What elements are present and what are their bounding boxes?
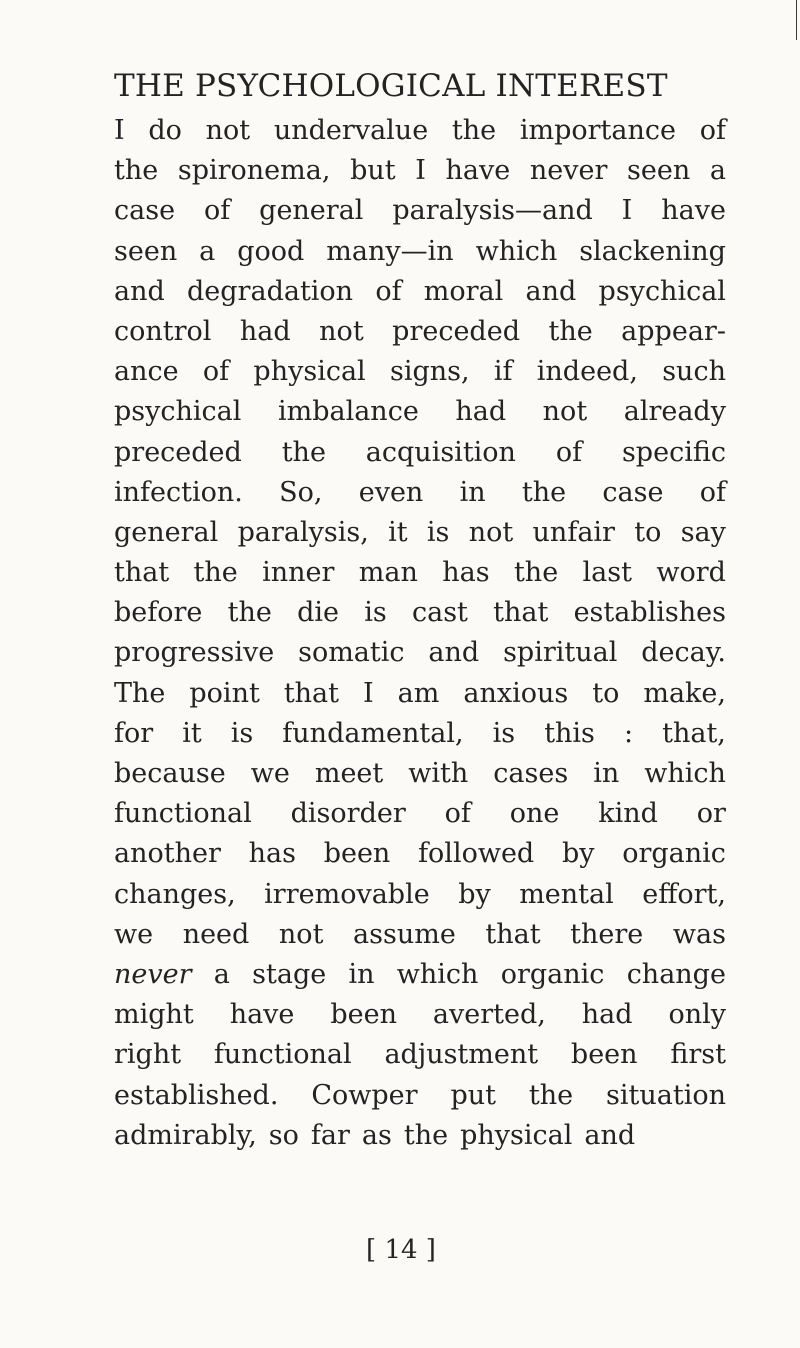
word: spiritual: [503, 637, 618, 669]
word: infection.: [114, 476, 243, 508]
word: the: [451, 115, 497, 146]
word: admirably,: [114, 1119, 257, 1151]
body-text: [114, 111, 726, 1156]
word: for: [114, 717, 154, 749]
word: disorder: [290, 798, 406, 830]
word: a: [709, 155, 726, 187]
word: of: [203, 195, 231, 227]
word: seen: [114, 235, 178, 267]
word: of: [202, 356, 230, 388]
word: been: [330, 999, 397, 1031]
text-line: [114, 312, 726, 352]
word: that: [283, 677, 339, 709]
word: had: [455, 396, 507, 428]
word: the: [403, 1119, 449, 1151]
word: not: [205, 115, 251, 146]
word: seen: [627, 155, 691, 187]
word: preceded: [392, 315, 520, 347]
word: is: [230, 717, 254, 749]
word: have: [445, 155, 511, 187]
word: inner: [262, 557, 335, 589]
word: established.: [114, 1079, 279, 1111]
word: the: [521, 476, 567, 508]
word: the: [548, 315, 593, 347]
word: been: [570, 1039, 638, 1071]
word: word: [656, 557, 726, 589]
word: assume: [353, 918, 456, 950]
word: last: [582, 557, 632, 589]
word: to: [592, 677, 620, 709]
word: mental: [519, 878, 614, 910]
word: has: [248, 838, 296, 870]
word: already: [623, 396, 726, 428]
word: indeed,: [536, 356, 638, 388]
word: imbalance: [277, 396, 419, 428]
word: the: [227, 597, 272, 629]
word: I: [114, 115, 125, 146]
word: ance: [114, 356, 179, 388]
text-line: [114, 794, 726, 834]
word: which: [644, 758, 726, 789]
word: acquisition: [365, 436, 516, 468]
word: by: [458, 878, 491, 910]
word: of: [375, 275, 402, 307]
word: and: [114, 275, 165, 307]
word: psychical: [598, 275, 726, 307]
page-edge-rule: [796, 0, 797, 40]
text-line: [114, 955, 726, 995]
text-line: [114, 1116, 726, 1156]
word: because: [114, 758, 226, 789]
word: organic: [500, 958, 605, 990]
word: changes,: [114, 878, 236, 910]
word: by: [561, 838, 595, 870]
text-line: [114, 875, 726, 915]
word: has: [442, 557, 490, 589]
text-line: [114, 473, 726, 513]
word: to: [634, 516, 662, 548]
word: the: [193, 557, 238, 589]
word: cast: [411, 597, 468, 629]
text-line: [114, 553, 726, 593]
word: So,: [279, 476, 323, 508]
word: I: [621, 195, 633, 227]
word: the: [513, 557, 559, 589]
word: situation: [606, 1079, 726, 1111]
word: functional: [114, 798, 252, 830]
word: not: [542, 396, 588, 428]
word: Cowper: [311, 1079, 418, 1111]
word: there: [570, 918, 644, 950]
word: I: [415, 155, 426, 187]
word: am: [397, 677, 440, 709]
word: functional: [213, 1039, 352, 1071]
word: have: [229, 999, 295, 1031]
word: such: [662, 356, 726, 388]
word: in: [593, 758, 620, 789]
word: say: [680, 516, 726, 548]
word: but: [350, 155, 396, 187]
word: and: [525, 275, 577, 307]
word: had: [581, 999, 633, 1031]
word: that: [493, 597, 549, 629]
word: I: [363, 677, 374, 709]
word: right: [114, 1039, 182, 1071]
word: even: [358, 476, 424, 508]
word: The: [114, 677, 166, 709]
text-line: [114, 392, 726, 432]
word: general: [114, 516, 219, 548]
word: and: [428, 637, 480, 669]
word: do: [148, 115, 182, 146]
word: case: [114, 195, 176, 227]
running-head: THE PSYCHOLOGICAL INTEREST: [114, 68, 668, 104]
text-line: [114, 1035, 726, 1075]
word: that,: [662, 717, 726, 749]
word: of: [555, 436, 583, 468]
word: degradation: [187, 275, 354, 307]
word: a: [199, 235, 216, 267]
word: :: [623, 717, 634, 749]
word: with: [408, 758, 469, 789]
text-line: [114, 754, 726, 794]
text-line: [114, 633, 726, 673]
word: followed: [418, 838, 535, 870]
word: that: [114, 557, 170, 589]
word: paralysis,: [237, 516, 369, 548]
text-line: [114, 111, 726, 151]
word: signs,: [389, 356, 470, 388]
word: many—in: [326, 235, 454, 267]
word: decay.: [641, 637, 726, 669]
word: case: [602, 476, 664, 508]
word: of: [699, 476, 726, 508]
word: irremovable: [264, 878, 430, 910]
word: we: [250, 758, 290, 789]
word: that: [485, 918, 541, 950]
word: averted,: [432, 999, 546, 1031]
word: undervalue: [273, 115, 429, 146]
word: die: [297, 597, 339, 629]
word: it: [182, 717, 202, 749]
word: another: [114, 838, 221, 870]
word: need: [182, 918, 250, 950]
text-line: [114, 915, 726, 955]
word: before: [114, 597, 203, 629]
word: physical: [253, 356, 366, 388]
word: specific: [621, 436, 726, 468]
text-line: [114, 714, 726, 754]
word: not: [468, 516, 514, 548]
word: the: [114, 155, 159, 187]
word: was: [672, 918, 726, 950]
word: physical: [460, 1119, 573, 1151]
word: which: [475, 235, 558, 267]
word: as: [361, 1119, 392, 1151]
word: psychical: [114, 396, 242, 428]
word: we: [114, 918, 154, 950]
word: if: [493, 356, 513, 388]
word: spironema,: [177, 155, 331, 187]
word: establishes: [573, 597, 726, 629]
word: have: [661, 195, 726, 227]
word: one: [509, 798, 560, 830]
word: it: [388, 516, 408, 548]
word: never: [529, 155, 608, 187]
word: appear-: [621, 315, 726, 347]
text-line: [114, 593, 726, 633]
word: never: [114, 958, 192, 990]
text-line: [114, 674, 726, 714]
word: of: [444, 798, 471, 830]
word: control: [114, 315, 212, 347]
text-line: [114, 834, 726, 874]
text-line: [114, 1076, 726, 1116]
text-line: [114, 191, 726, 231]
word: fundamental,: [282, 717, 464, 749]
word: is: [364, 597, 387, 629]
word: and: [584, 1119, 636, 1151]
word: been: [323, 838, 391, 870]
word: of: [699, 115, 726, 146]
word: preceded: [114, 436, 242, 468]
word: importance: [519, 115, 676, 146]
word: slackening: [579, 235, 726, 267]
word: change: [626, 958, 726, 990]
word: the: [281, 436, 326, 468]
text-line: [114, 433, 726, 473]
text-line: [114, 352, 726, 392]
word: effort,: [642, 878, 726, 910]
word: or: [696, 798, 726, 830]
word: is: [492, 717, 516, 749]
word: put: [450, 1079, 496, 1111]
word: anxious: [463, 677, 569, 709]
word: general: [259, 195, 364, 227]
word: far: [310, 1119, 350, 1151]
word: somatic: [298, 637, 405, 669]
word: unfair: [532, 516, 615, 548]
text-line: [114, 232, 726, 272]
word: this: [544, 717, 595, 749]
text-line: [114, 513, 726, 553]
page-number: [ 14 ]: [366, 1235, 436, 1265]
word: organic: [622, 838, 726, 870]
text-line: [114, 995, 726, 1035]
word: a: [213, 958, 230, 990]
word: first: [670, 1039, 726, 1071]
word: paralysis—and: [392, 195, 593, 227]
word: not: [278, 918, 324, 950]
word: the: [528, 1079, 574, 1111]
word: had: [239, 315, 291, 347]
word: progressive: [114, 637, 275, 669]
word: which: [396, 958, 479, 990]
word: kind: [598, 798, 658, 830]
word: stage: [252, 958, 327, 990]
word: moral: [423, 275, 504, 307]
word: might: [114, 999, 194, 1031]
word: good: [237, 235, 305, 267]
text-line: [114, 272, 726, 312]
word: not: [319, 315, 364, 347]
word: in: [459, 476, 486, 508]
word: man: [358, 557, 418, 589]
word: in: [348, 958, 375, 990]
text-line: [114, 151, 726, 191]
word: cases: [493, 758, 569, 789]
word: make,: [643, 677, 726, 709]
word: meet: [314, 758, 384, 789]
word: so: [268, 1119, 299, 1151]
word: point: [189, 677, 260, 709]
word: only: [668, 999, 726, 1031]
word: adjustment: [384, 1039, 539, 1071]
word: is: [426, 516, 450, 548]
